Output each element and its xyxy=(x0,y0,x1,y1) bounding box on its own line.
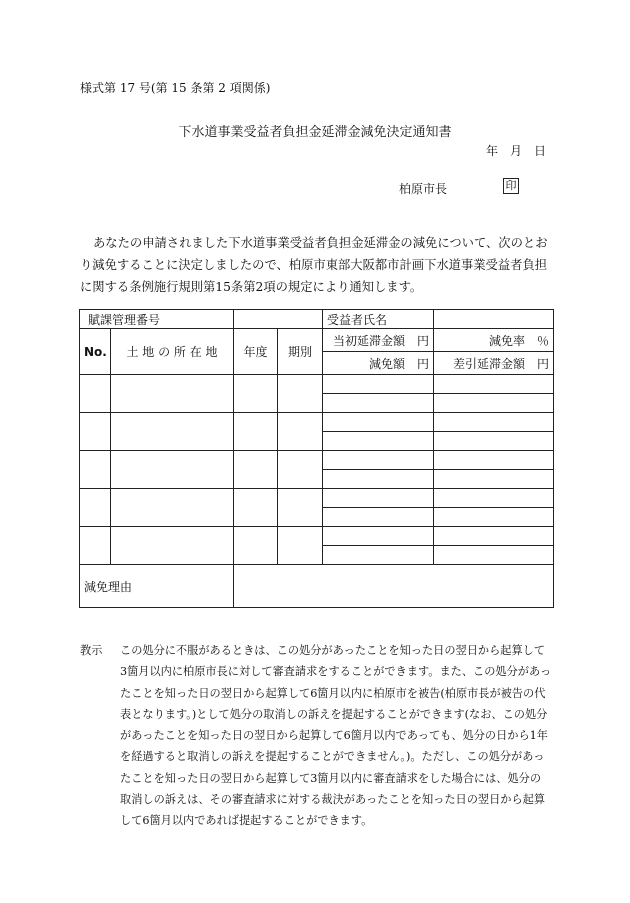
no-cell[interactable] xyxy=(80,451,111,489)
no-cell[interactable] xyxy=(80,375,111,413)
notice-label: 教示 xyxy=(80,644,103,657)
term-cell[interactable] xyxy=(278,413,323,451)
table-row xyxy=(80,489,554,508)
col-year: 年度 xyxy=(234,329,278,375)
rate-cell[interactable] xyxy=(434,451,554,470)
initial-delay-cell[interactable] xyxy=(323,413,434,432)
notification-body: あなたの申請されました下水道事業受益者負担金延滞金の減免について、次のとおり減免することに決定しましたので、柏原市東部大阪都市計画下水道事業受益者負担に関する条例施行規則第15条第2項の規定により通知します。 xyxy=(80,236,548,294)
col-remaining: 差引延滞金額 円 xyxy=(434,352,554,375)
remaining-cell[interactable] xyxy=(434,394,554,413)
year-cell[interactable] xyxy=(234,451,278,489)
reason-label: 減免理由 xyxy=(80,565,234,608)
document-title: 下水道事業受益者負担金延滞金減免決定通知書 xyxy=(178,125,452,140)
reduction-table xyxy=(79,309,554,608)
col-no: No. xyxy=(80,329,111,375)
rate-cell[interactable] xyxy=(434,489,554,508)
remaining-cell[interactable] xyxy=(434,470,554,489)
location-cell[interactable] xyxy=(111,451,234,489)
issuer-name: 柏原市長 xyxy=(399,182,448,196)
year-cell[interactable] xyxy=(234,527,278,565)
notice-text: この処分に不服があるときは、この処分があったことを知った日の翌日から起算して3箇月以内に柏原市長に対して審査請求をすることができます。また、この処分があったことを知った日の翌日から起算して6箇月以内に柏原市を被告(柏原市長が被告の代表となります。)として処分の取消しの訴えを提起することができます(なお、この処分があったことを知った日の翌日から起算して6箇月以内であっても、処分の日から1年を経過すると取消しの訴えを提起することができません。)。ただし、この処分があったことを知った日の翌日から起算して3箇月以内に審査請求をした場合には、処分の取消しの訴えは、その審査請求に対する裁決があったことを知った日の翌日から起算して6箇月以内であれば提起することができます。 xyxy=(120,644,552,828)
year-cell[interactable] xyxy=(234,375,278,413)
no-cell[interactable] xyxy=(80,413,111,451)
table-row xyxy=(80,451,554,470)
date-line: 年 月 日 xyxy=(486,144,547,158)
col-location: 土 地 の 所 在 地 xyxy=(111,329,234,375)
location-cell[interactable] xyxy=(111,413,234,451)
legal-notice xyxy=(80,640,552,832)
remaining-cell[interactable] xyxy=(434,546,554,565)
table-row xyxy=(80,413,554,432)
reduction-cell[interactable] xyxy=(323,508,434,527)
rate-cell[interactable] xyxy=(434,527,554,546)
assessment-no-label: 賦課管理番号 xyxy=(80,310,234,329)
rate-cell[interactable] xyxy=(434,375,554,394)
initial-delay-cell[interactable] xyxy=(323,527,434,546)
location-cell[interactable] xyxy=(111,527,234,565)
rate-cell[interactable] xyxy=(434,413,554,432)
term-cell[interactable] xyxy=(278,375,323,413)
assessment-no-field[interactable] xyxy=(234,310,323,329)
term-cell[interactable] xyxy=(278,527,323,565)
initial-delay-cell[interactable] xyxy=(323,451,434,470)
term-cell[interactable] xyxy=(278,451,323,489)
reduction-cell[interactable] xyxy=(323,470,434,489)
beneficiary-label: 受益者氏名 xyxy=(323,310,434,329)
remaining-cell[interactable] xyxy=(434,508,554,527)
location-cell[interactable] xyxy=(111,375,234,413)
reason-field[interactable] xyxy=(234,565,554,608)
location-cell[interactable] xyxy=(111,489,234,527)
form-number: 様式第 17 号(第 15 条第 2 項関係) xyxy=(80,81,271,95)
table-row xyxy=(80,527,554,546)
col-rate: 減免率 ％ xyxy=(434,329,554,352)
remaining-cell[interactable] xyxy=(434,432,554,451)
initial-delay-cell[interactable] xyxy=(323,489,434,508)
initial-delay-cell[interactable] xyxy=(323,375,434,394)
col-initial-delay: 当初延滞金額 円 xyxy=(323,329,434,352)
beneficiary-field[interactable] xyxy=(434,310,554,329)
table-row xyxy=(80,375,554,394)
col-reduction: 減免額 円 xyxy=(323,352,434,375)
year-cell[interactable] xyxy=(234,489,278,527)
seal-mark: 印 xyxy=(503,178,519,194)
term-cell[interactable] xyxy=(278,489,323,527)
no-cell[interactable] xyxy=(80,527,111,565)
reduction-cell[interactable] xyxy=(323,394,434,413)
col-term: 期別 xyxy=(278,329,323,375)
reduction-cell[interactable] xyxy=(323,546,434,565)
reduction-cell[interactable] xyxy=(323,432,434,451)
year-cell[interactable] xyxy=(234,413,278,451)
no-cell[interactable] xyxy=(80,489,111,527)
